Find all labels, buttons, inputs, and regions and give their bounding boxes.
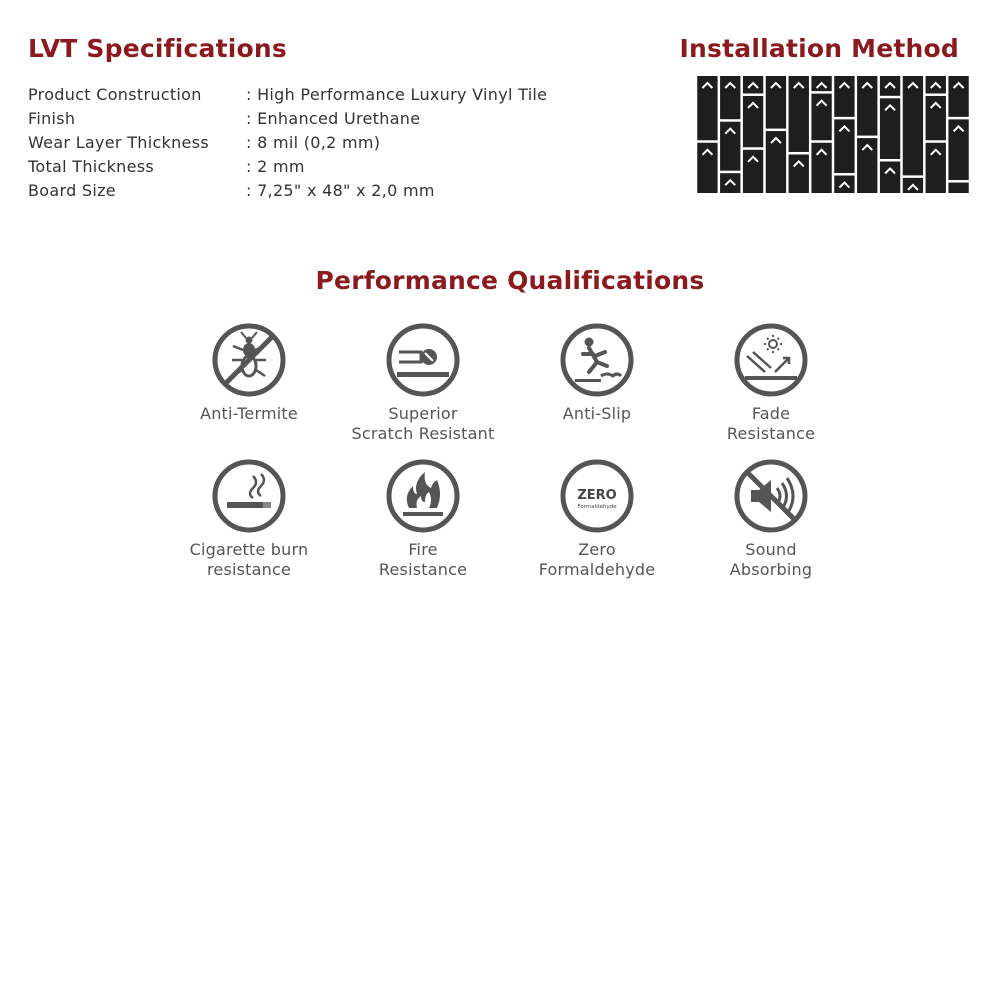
spec-value: : High Performance Luxury Vinyl Tile xyxy=(246,84,548,104)
spec-label: Total Thickness xyxy=(28,156,155,176)
sound-absorbing-icon xyxy=(733,458,809,534)
qualification-label: Anti-Slip xyxy=(562,404,632,423)
spec-value: : Enhanced Urethane xyxy=(246,108,421,128)
qualification-item xyxy=(510,458,684,580)
plank xyxy=(948,183,968,193)
qualification-label: Sound Absorbing xyxy=(729,540,813,579)
plank xyxy=(948,119,968,180)
spec-row xyxy=(28,130,547,154)
plank xyxy=(880,76,900,96)
qualification-item xyxy=(336,322,510,444)
plank xyxy=(903,76,923,175)
plank xyxy=(743,76,763,93)
plank xyxy=(766,131,786,193)
qualification-label: Zero Formaldehyde xyxy=(538,540,656,579)
qualification-label: Fire Resistance xyxy=(378,540,468,579)
spec-label: Product Construction xyxy=(28,84,202,104)
qualification-label: Fade Resistance xyxy=(726,404,816,443)
plank xyxy=(720,173,740,193)
plank xyxy=(857,76,877,136)
spec-value: : 7,25" x 48" x 2,0 mm xyxy=(246,180,435,200)
spec-label: Wear Layer Thickness xyxy=(28,132,209,152)
spec-row xyxy=(28,82,547,106)
plank xyxy=(880,161,900,193)
qualification-item xyxy=(162,458,336,580)
zero-badge-text: ZERO xyxy=(577,488,617,503)
random-plank-pattern-icon xyxy=(696,76,970,193)
plank xyxy=(697,76,717,140)
anti-slip-icon xyxy=(559,322,635,398)
fade-resistance-icon xyxy=(733,322,809,398)
spec-row xyxy=(28,178,547,202)
spec-label: Finish xyxy=(28,108,76,128)
plank xyxy=(880,98,900,159)
qualification-item xyxy=(336,458,510,580)
cigarette-burn-icon xyxy=(211,458,287,534)
spec-row xyxy=(28,154,547,178)
zero-formaldehyde-icon xyxy=(559,458,635,534)
spec-value: : 8 mil (0,2 mm) xyxy=(246,132,381,152)
scratch-resistant-icon xyxy=(385,322,461,398)
fire-icon xyxy=(385,458,461,534)
plank xyxy=(926,76,946,93)
anti-termite-icon xyxy=(211,322,287,398)
spec-row xyxy=(28,106,547,130)
performance-title: Performance Qualifications xyxy=(315,266,705,295)
spec-label: Board Size xyxy=(28,180,116,200)
qualification-label: Anti-Termite xyxy=(200,404,298,423)
installation-title: Installation Method xyxy=(679,34,959,63)
qualification-label: Cigarette burn resistance xyxy=(189,540,309,579)
qualification-item xyxy=(162,322,336,424)
specifications-title: LVT Specifications xyxy=(28,34,287,63)
specifications-table xyxy=(28,82,547,202)
qualification-item xyxy=(684,322,858,444)
plank xyxy=(789,76,809,152)
spec-value: : 2 mm xyxy=(246,156,305,176)
qualification-item xyxy=(510,322,684,424)
zero-badge-subtext: Formaldehyde xyxy=(577,504,617,510)
qualification-label: Superior Scratch Resistant xyxy=(351,404,495,443)
qualification-item xyxy=(684,458,858,580)
plank xyxy=(834,176,854,193)
